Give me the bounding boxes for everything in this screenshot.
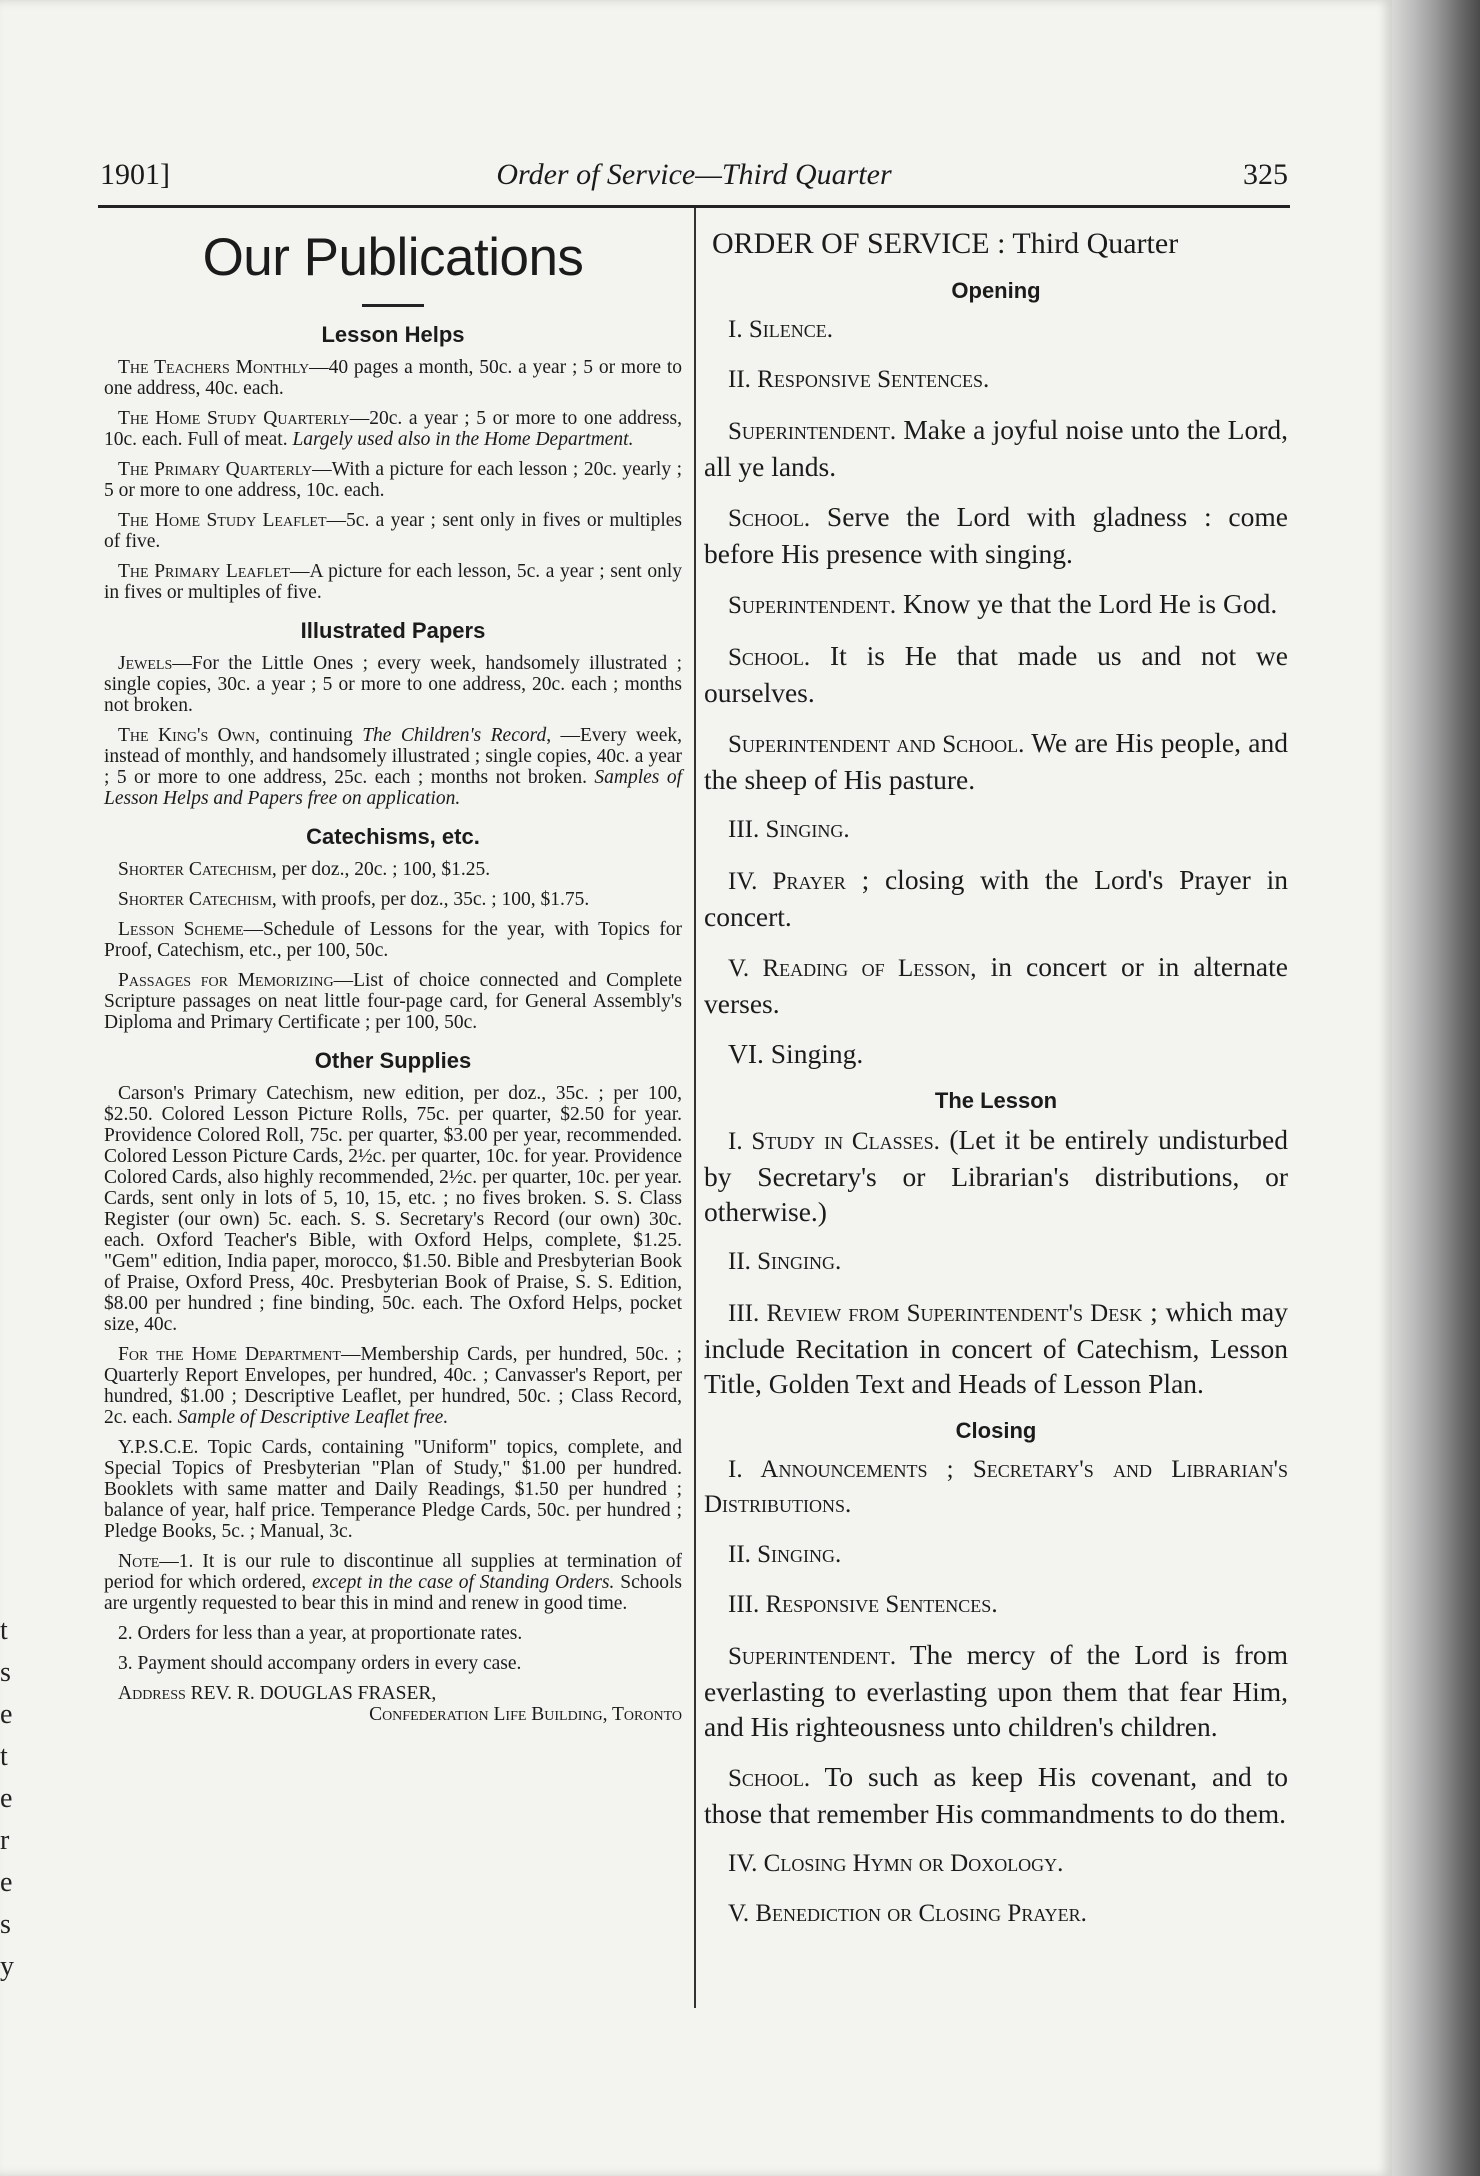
address-line-1: Address REV. R. DOUGLAS FRASER, — [118, 1683, 437, 1704]
opening-item-1: I. Silence. — [728, 316, 833, 343]
running-year: 1901] — [100, 158, 170, 191]
page-number: 325 — [1243, 158, 1288, 191]
publications-column — [104, 210, 682, 1725]
lesson-item-3: III. Review from Superintendent's Desk ; which may include Recitation in concert of Catechism, Lesson Title, Golden Text and Heads of Lesson Plan. — [704, 1296, 1288, 1399]
closing-item-6: IV. Closing Hymn or Doxology. — [728, 1850, 1064, 1877]
lesson-helps-heading: Lesson Helps — [321, 322, 465, 347]
closing-item-2: II. Singing. — [728, 1541, 842, 1568]
illustrated-papers-heading: Illustrated Papers — [300, 618, 486, 643]
address-block — [104, 1683, 682, 1725]
shorter-catechism-proofs-entry: Shorter Catechism, with proofs, per doz., 35c. ; 100, $1.75. — [118, 889, 590, 910]
running-head — [100, 158, 1288, 198]
closing-item-7: V. Benediction or Closing Prayer. — [728, 1900, 1087, 1927]
publications-title: Our Publications — [202, 228, 584, 287]
running-title: Order of Service—Third Quarter — [496, 158, 892, 191]
teachers-monthly-entry: The Teachers Monthly—40 pages a month, 50c. a year ; 5 or more to one address, 40c. each. — [104, 357, 682, 399]
closing-item-1: I. Announcements ; Secretary's and Librarian's Distributions. — [704, 1456, 1288, 1518]
other-supplies-heading: Other Supplies — [314, 1048, 472, 1073]
supplies-list: Carson's Primary Catechism, new edition, per doz., 35c. ; per 100, $2.50. Colored Lesson Picture Rolls, 75c. per quarter, $2.50 for year. Providence Colored Roll, 75c. per quarter, $3.00 per year, recommended. Colored Lesson Picture Cards, 2½c. per quarter, 10c. for year. Providence Colored Cards, also highly recommended, 2½c. per quarter, 10c. per year. Cards, sent only in lots of 5, 10, 15, etc. ; no fives broken. S. S. Class Register (our own) 5c. each. S. S. Secretary's Record (our own) 30c. each. Oxford Teacher's Bible, with Oxford Helps, complete, $1.25. "Gem" edition, India paper, morocco, $1.50. Bible and Presbyterian Book of Praise, Oxford Press, 40c. Presbyterian Book of Praise, S. S. Edition, $8.00 per hundred ; fine binding, 50c. each. The Oxford Helps, pocket size, 40c. — [104, 1083, 682, 1335]
opening-item-11: VI. Singing. — [728, 1038, 864, 1069]
opening-item-9: IV. Prayer ; closing with the Lord's Prayer in concert. — [704, 864, 1288, 932]
closing-item-5: School. To such as keep His covenant, and to those that remember His commandments to do them. — [704, 1761, 1288, 1829]
facing-page-edge-letters: t s e t e r e s y — [0, 1615, 14, 1982]
closing-item-3: III. Responsive Sentences. — [728, 1591, 998, 1618]
lesson-item-1: I. Study in Classes. (Let it be entirely undisturbed by Secretary's or Librarian's distributions, or otherwise.) — [704, 1124, 1288, 1227]
opening-item-5: Superintendent. Know ye that the Lord He is God. — [728, 588, 1278, 619]
home-department-entry: For the Home Department—Membership Cards, per hundred, 50c. ; Quarterly Report Envelopes, per hundred, 40c. ; Canvasser's Report, per hundred, $1.00 ; Descriptive Leaflet, per hundred, 50c. ; Class Record, 2c. each. Sample of Descriptive Leaflet free. — [104, 1344, 682, 1428]
note-1: Note—1. It is our rule to discontinue all supplies at termination of period for which ordered, except in the case of Standing Orders. Schools are urgently requested to bear this in mind and renew in good time. — [104, 1551, 682, 1614]
closing-heading: Closing — [955, 1418, 1037, 1443]
catechisms-heading: Catechisms, etc. — [306, 824, 480, 849]
closing-item-4: Superintendent. The mercy of the Lord is from everlasting to everlasting upon them that fear Him, and His righteousness unto children's children. — [704, 1639, 1288, 1742]
address-line-2: Confederation Life Building, Toronto — [369, 1704, 682, 1725]
opening-item-3: Superintendent. Make a joyful noise unto the Lord, all ye lands. — [704, 414, 1288, 482]
lesson-scheme-entry: Lesson Scheme—Schedule of Lessons for the year, with Topics for Proof, Catechism, etc., per 100, 50c. — [104, 919, 682, 961]
opening-item-2: II. Responsive Sentences. — [728, 366, 990, 393]
opening-item-4: School. Serve the Lord with gladness : come before His presence with singing. — [704, 501, 1288, 569]
passages-memorizing-entry: Passages for Memorizing—List of choice connected and Complete Scripture passages on neat little four-page card, for General Assembly's Diploma and Primary Certificate ; per 100, 50c. — [104, 970, 682, 1033]
order-of-service-column — [704, 224, 1288, 1946]
lesson-heading: The Lesson — [934, 1088, 1058, 1113]
shorter-catechism-entry: Shorter Catechism, per doz., 20c. ; 100, $1.25. — [118, 859, 491, 880]
opening-item-7: Superintendent and School. We are His people, and the sheep of His pasture. — [704, 727, 1288, 795]
lesson-item-2: II. Singing. — [728, 1248, 842, 1275]
home-study-quarterly-entry: The Home Study Quarterly—20c. a year ; 5 or more to one address, 10c. each. Full of meat. Largely used also in the Home Department. — [104, 408, 682, 450]
ypsce-entry: Y.P.S.C.E. Topic Cards, containing "Uniform" topics, complete, and Special Topics of Presbyterian "Plan of Study," $1.00 per hundred. Booklets with same matter and Daily Readings, $1.50 per hundred ; balance of year, half price. Temperance Pledge Cards, 50c. per hundred ; Pledge Books, 5c. ; Manual, 3c. — [104, 1437, 682, 1542]
title-rule — [362, 304, 424, 307]
jewels-entry: Jewels—For the Little Ones ; every week, handsomely illustrated ; single copies, 30c. a year ; 5 or more to one address, 20c. each ; months not broken. — [104, 653, 682, 716]
note-2: 2. Orders for less than a year, at proportionate rates. — [118, 1623, 523, 1644]
opening-item-8: III. Singing. — [728, 816, 850, 843]
opening-item-10: V. Reading of Lesson, in concert or in alternate verses. — [704, 951, 1288, 1019]
book-page-edges — [1392, 0, 1480, 2176]
order-of-service-title: ORDER OF SERVICE : Third Quarter — [712, 227, 1179, 260]
column-divider — [694, 208, 696, 2008]
primary-quarterly-entry: The Primary Quarterly—With a picture for each lesson ; 20c. yearly ; 5 or more to one address, 10c. each. — [104, 459, 683, 501]
home-study-leaflet-entry: The Home Study Leaflet—5c. a year ; sent only in fives or multiples of five. — [104, 510, 683, 552]
note-3: 3. Payment should accompany orders in every case. — [118, 1653, 522, 1674]
opening-item-6: School. It is He that made us and not we ourselves. — [704, 640, 1288, 708]
kings-own-entry: The King's Own, continuing The Children's Record, —Every week, instead of monthly, and handsomely illustrated ; single copies, 40c. a year ; 5 or more to one address, 25c. each ; months not broken. Samples of Lesson Helps and Papers free on application. — [104, 725, 683, 809]
opening-heading: Opening — [951, 278, 1041, 303]
primary-leaflet-entry: The Primary Leaflet—A picture for each lesson, 5c. a year ; sent only in fives or multiples of five. — [104, 561, 682, 603]
